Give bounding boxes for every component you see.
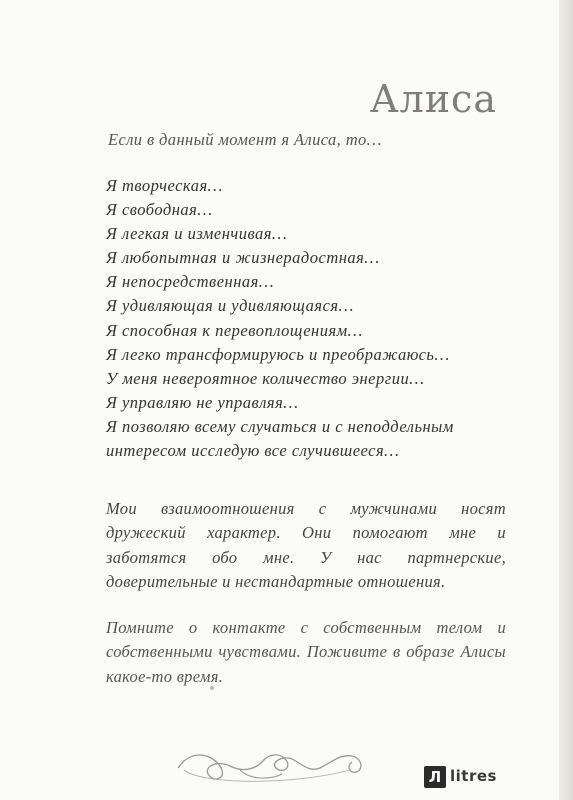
flourish-ornament-icon bbox=[170, 740, 370, 790]
litres-logo-icon: Л bbox=[424, 766, 446, 788]
list-item: Я легкая и изменчивая… bbox=[106, 224, 288, 244]
list-item: Я легко трансформируюсь и преображаюсь… bbox=[106, 344, 450, 364]
list-item: Я способная к перевоплощениям… bbox=[106, 320, 363, 340]
speck bbox=[210, 686, 214, 690]
list-item: Я позволяю всему случаться и с неподдельным интересом исследую все случившееся… bbox=[106, 416, 454, 460]
list-item: Я удивляющая и удивляющаяся… bbox=[106, 296, 354, 316]
list-item: Я творческая… bbox=[106, 176, 223, 195]
list-item: У меня невероятное количество энергии… bbox=[106, 368, 425, 388]
list-item: Я управляю не управляя… bbox=[106, 392, 299, 412]
relationships-paragraph: Мои взаимоотношения с мужчинами носят дружеский характер. Они помогают мне и заботятся обо мне. У нас партнерские, доверительные и нестандартные отношения. bbox=[106, 498, 506, 591]
affirmation-list bbox=[106, 174, 506, 463]
list-item: Я непосредственная… bbox=[106, 272, 274, 292]
page-title: Алиса bbox=[369, 77, 497, 122]
page-edge bbox=[559, 0, 573, 800]
reminder-paragraph: Помните о контакте с собственным телом и собственными чувствами. Поживите в образе Алисы какое-то время. bbox=[106, 617, 506, 686]
list-item: Я свободная… bbox=[106, 200, 213, 220]
intro-line: Если в данный момент я Алиса, то… bbox=[108, 130, 382, 149]
list-item: Я любопытная и жизнерадостная… bbox=[106, 248, 380, 268]
watermark-text: litres bbox=[450, 767, 497, 785]
